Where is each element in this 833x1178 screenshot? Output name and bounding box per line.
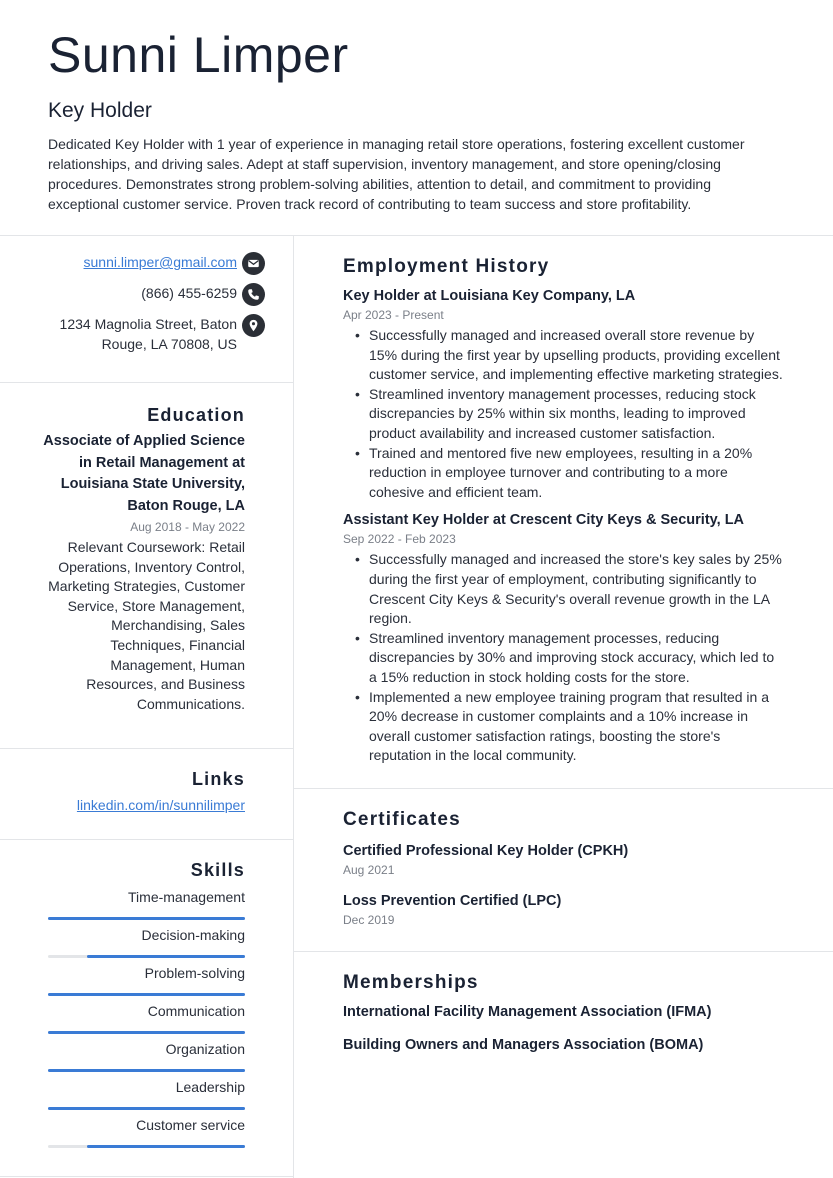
skill-level-bar	[48, 993, 245, 996]
skills-section	[0, 840, 293, 1177]
skill-item	[40, 1077, 245, 1110]
links-heading: Links	[191, 769, 245, 790]
membership-item: International Facility Management Association (IFMA)	[343, 1003, 712, 1020]
skill-level-bar	[48, 955, 245, 958]
skill-level-bar	[48, 1107, 245, 1110]
employment-heading: Employment History	[343, 256, 550, 277]
certificate-entry	[343, 841, 785, 879]
employment-section	[294, 236, 833, 789]
job-title: Assistant Key Holder at Crescent City Keys & Security, LA	[343, 512, 745, 529]
skill-level-fill	[48, 1107, 245, 1110]
certificate-title: Certified Professional Key Holder (CPKH)	[343, 842, 629, 859]
job-bullets	[343, 550, 785, 766]
job-bullet: • Trained and mentored five new employees, resulting in a 20% reduction in employee turnover and contributing to a more cohesive and efficient team.	[369, 444, 785, 503]
phone-number: (866) 455-6259	[141, 285, 237, 301]
job-bullet: • Successfully managed and increased overall store revenue by 15% during the first year by upselling products, providing excellent customer service, and implementing effective marketing strategies.	[369, 326, 785, 385]
skill-level-fill	[48, 1031, 245, 1034]
skill-level-bar	[48, 1031, 245, 1034]
skill-level-fill	[48, 1069, 245, 1072]
job-bullet: • Streamlined inventory management processes, reducing stock discrepancies by 25% within six months, leading to improved product availability and increased customer satisfaction.	[369, 385, 785, 444]
contact-phone-row	[40, 283, 245, 306]
education-description: Relevant Coursework: Retail Operations, Inventory Control, Marketing Strategies, Customer Service, Store Management, Merchandising, Sales Techniques, Financial Management, Human Resources, and Business Communications.	[48, 539, 245, 712]
skill-item	[40, 1115, 245, 1148]
skill-item	[40, 1039, 245, 1072]
job-entry	[343, 510, 785, 766]
skill-level-bar	[48, 1145, 245, 1148]
skill-item	[40, 925, 245, 958]
membership-item: Building Owners and Managers Association (BOMA)	[343, 1036, 704, 1053]
skill-level-fill	[87, 955, 245, 958]
address: 1234 Magnolia Street, Baton Rouge, LA 70808, US	[59, 316, 237, 352]
job-bullet: • Successfully managed and increased the store's key sales by 25% during the first year of employment, contributing significantly to Crescent City Keys & Security's overall revenue growth in the LA region.	[369, 550, 785, 628]
education-heading: Education	[147, 405, 245, 425]
skill-name: Problem-solving	[144, 965, 245, 982]
skill-item	[40, 1001, 245, 1034]
degree-title: Associate of Applied Science in Retail Management at Louisiana State University, Baton Rouge, LA	[43, 433, 245, 514]
job-dates: Apr 2023 - Present	[343, 308, 444, 322]
skills-heading: Skills	[190, 860, 245, 881]
left-column	[0, 236, 293, 1177]
envelope-icon	[242, 252, 265, 275]
skill-level-fill	[87, 1145, 245, 1148]
candidate-name: Sunni Limper	[48, 27, 349, 83]
certificates-heading: Certificates	[343, 808, 461, 830]
education-section	[0, 383, 293, 749]
certificate-date: Dec 2019	[343, 912, 395, 927]
certificate-title: Loss Prevention Certified (LPC)	[343, 892, 562, 909]
skill-name: Customer service	[136, 1117, 245, 1134]
skill-item	[40, 887, 245, 920]
certificates-section	[294, 789, 833, 952]
skill-name: Leadership	[175, 1079, 245, 1096]
skill-name: Organization	[165, 1041, 245, 1058]
job-bullets	[343, 326, 785, 502]
job-title: Key Holder	[48, 99, 152, 122]
job-bullet: • Implemented a new employee training program that resulted in a 20% decrease in customer complaints and a 10% increase in overall customer satisfaction ratings, boosting the store's reputation in the local community.	[369, 688, 785, 766]
memberships-section	[294, 952, 833, 1077]
skill-name: Communication	[147, 1003, 245, 1020]
job-title: Key Holder at Louisiana Key Company, LA	[343, 288, 636, 304]
right-column	[294, 236, 833, 1077]
certificate-date: Aug 2021	[343, 862, 395, 877]
map-pin-icon	[242, 314, 265, 337]
job-dates: Sep 2022 - Feb 2023	[343, 532, 456, 547]
links-section	[0, 749, 293, 840]
contact-email-row	[40, 252, 245, 275]
job-entry	[343, 286, 785, 502]
skill-name: Time-management	[128, 889, 245, 906]
contact-address-row	[40, 314, 245, 354]
skill-level-bar	[48, 1069, 245, 1072]
education-dates: Aug 2018 - May 2022	[130, 520, 245, 534]
job-bullet: • Streamlined inventory management processes, reducing discrepancies by 30% and improving stock accuracy, which led to a 15% reduction in stock holding costs for the store.	[369, 629, 785, 688]
skill-level-bar	[48, 917, 245, 920]
resume-header	[0, 0, 833, 214]
email-link[interactable]: sunni.limper@gmail.com	[83, 254, 237, 270]
skill-name: Decision-making	[141, 927, 245, 944]
profile-summary: Dedicated Key Holder with 1 year of experience in managing retail store operations, fostering excellent customer relationships, and driving sales. Adept at staff supervision, inventory management, and store opening/closing procedures. Demonstrates strong problem-solving abilities, attention to detail, and commitment to providing exceptional customer service. Proven track record of contributing to team success and store profitability.	[48, 136, 745, 212]
contact-section	[0, 236, 293, 383]
skill-level-fill	[48, 917, 245, 920]
linkedin-link[interactable]: linkedin.com/in/sunnilimper	[76, 797, 245, 814]
skill-item	[40, 963, 245, 996]
skill-level-fill	[48, 993, 245, 996]
memberships-heading: Memberships	[343, 971, 479, 993]
phone-icon	[242, 283, 265, 306]
certificate-entry	[343, 891, 785, 929]
